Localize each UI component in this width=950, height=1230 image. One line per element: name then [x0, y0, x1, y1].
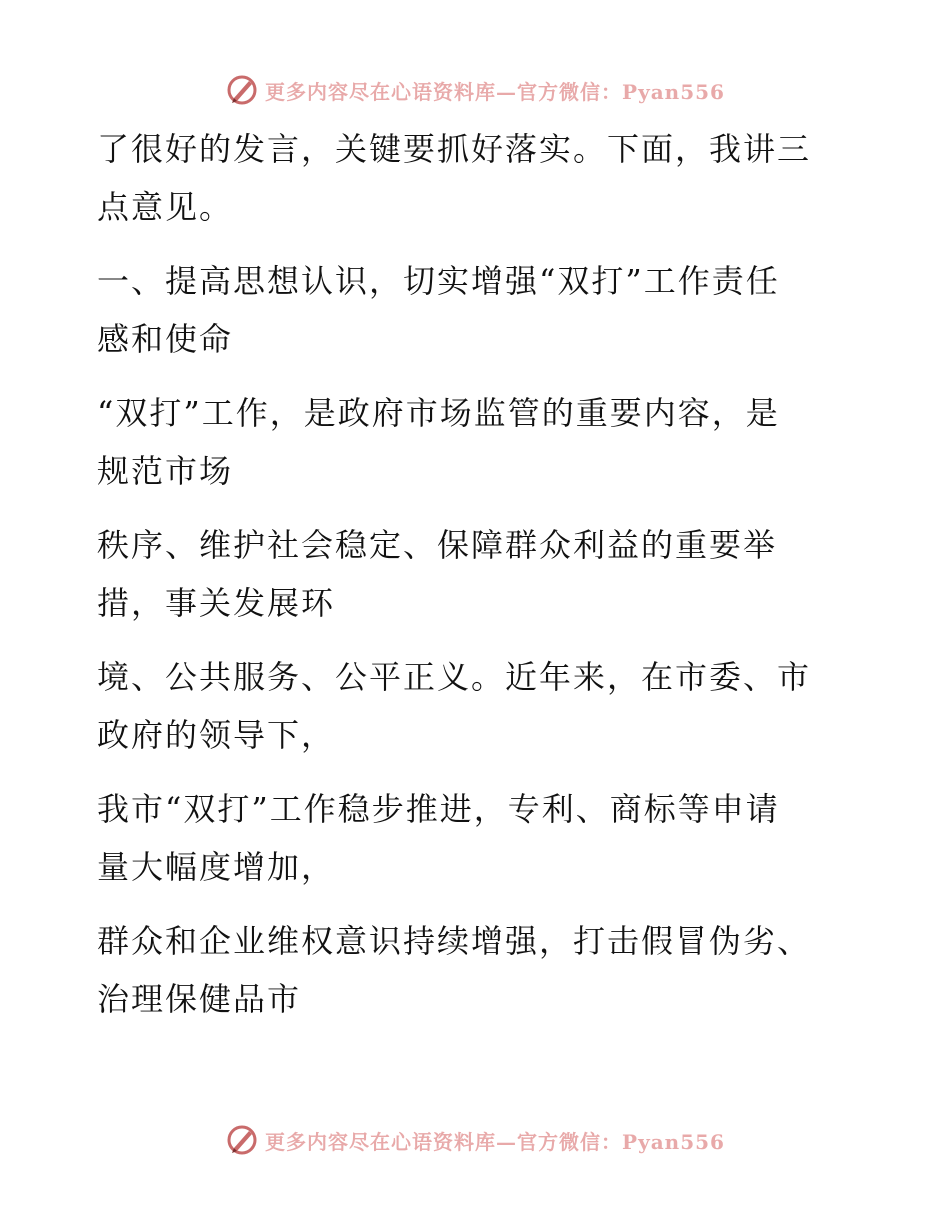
text-line: 感和使命 — [97, 320, 234, 358]
paragraph — [97, 780, 837, 896]
paragraph — [97, 912, 837, 1028]
watermark-text: 更多内容尽在心语资料库—官方微信：Pyan556 — [265, 79, 725, 104]
text-line: 我市“双打”工作稳步推进，专利、商标等申请 — [97, 790, 780, 828]
text-line: 政府的领导下， — [97, 716, 336, 754]
paragraph — [97, 516, 837, 632]
watermark-header — [0, 70, 950, 110]
text-line: 措，事关发展环 — [97, 584, 336, 622]
text-line: 群众和企业维权意识持续增强，打击假冒伪劣、 — [97, 922, 812, 960]
watermark-footer — [0, 1120, 950, 1160]
paragraph — [97, 384, 837, 500]
text-line: 境、公共服务、公平正义。近年来，在市委、市 — [97, 658, 812, 696]
pen-logo-icon — [225, 73, 259, 107]
text-line: 一、提高思想认识，切实增强“双打”工作责任 — [97, 262, 780, 300]
text-line: 点意见。 — [97, 188, 234, 226]
text-line: 量大幅度增加， — [97, 848, 336, 886]
watermark-text: 更多内容尽在心语资料库—官方微信：Pyan556 — [265, 1129, 725, 1154]
document-body — [97, 120, 837, 1044]
text-line: 秩序、维护社会稳定、保障群众利益的重要举 — [97, 526, 778, 564]
text-line: “双打”工作，是政府市场监管的重要内容，是 — [97, 394, 780, 432]
paragraph — [97, 252, 837, 368]
text-line: 规范市场 — [97, 452, 234, 490]
paragraph — [97, 648, 837, 764]
paragraph — [97, 120, 837, 236]
pen-logo-icon — [225, 1123, 259, 1157]
text-line: 治理保健品市 — [97, 980, 302, 1018]
text-line: 了很好的发言，关键要抓好落实。下面，我讲三 — [97, 130, 812, 168]
